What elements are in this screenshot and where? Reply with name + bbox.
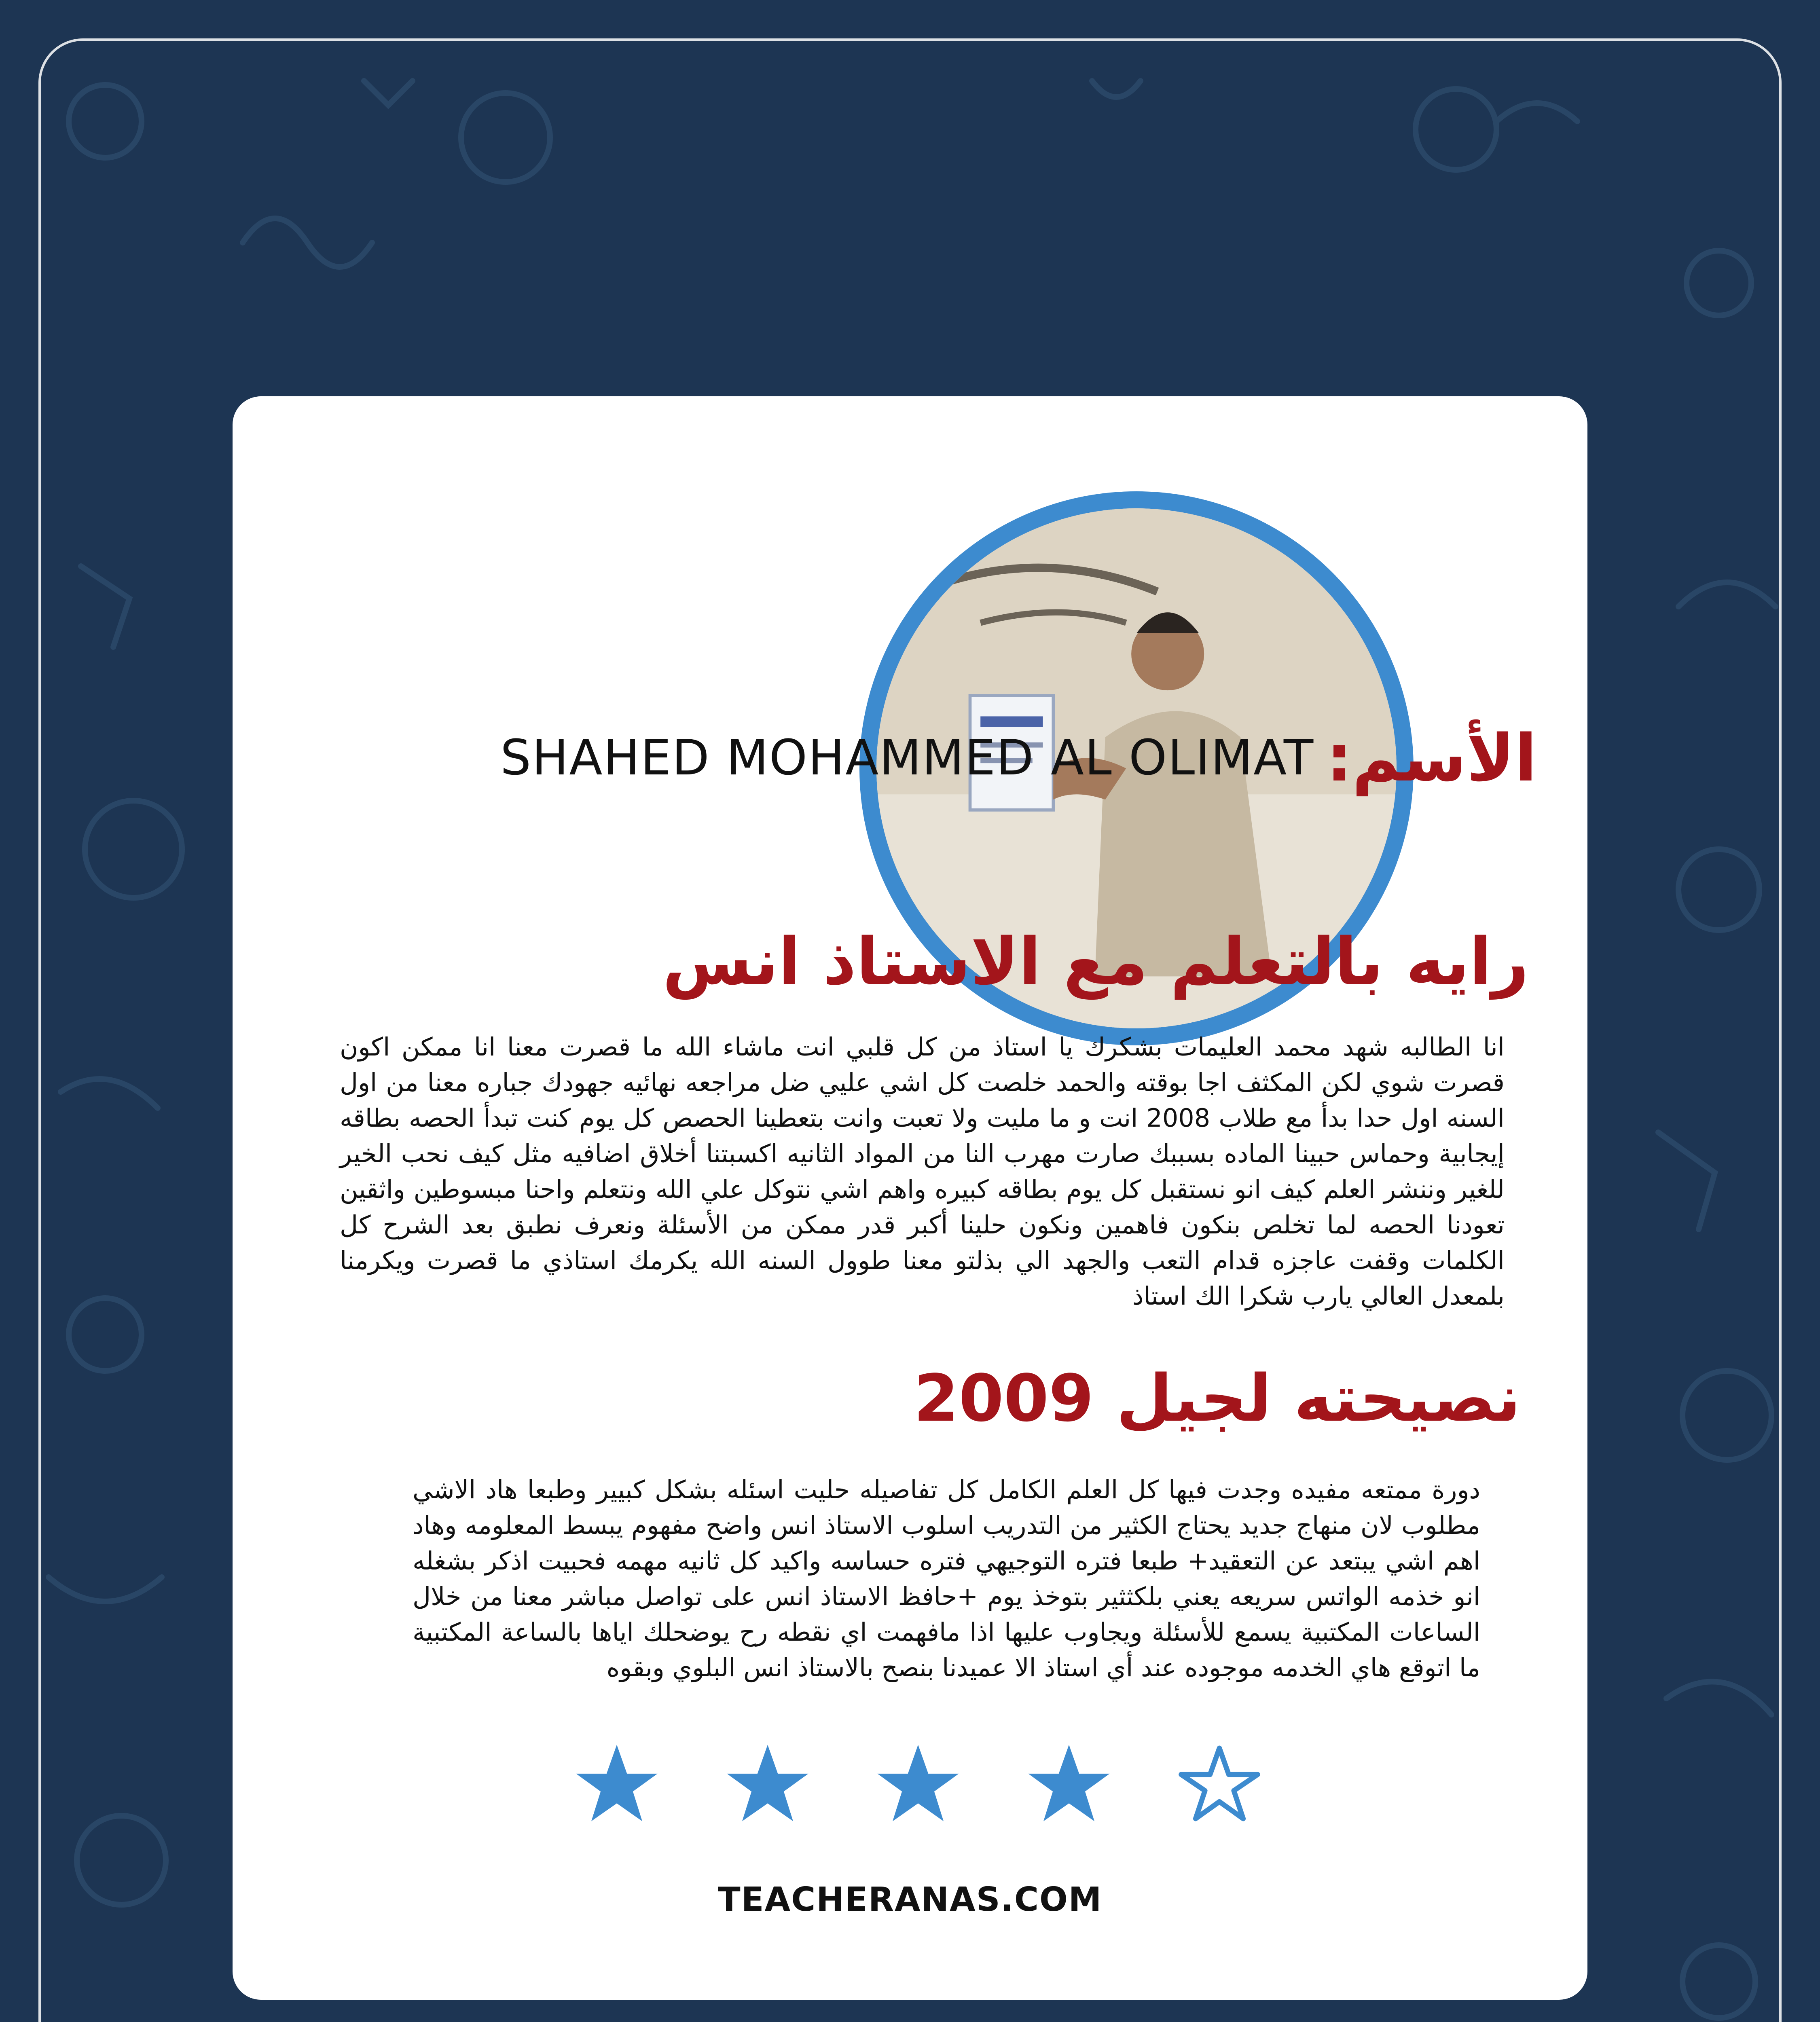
opinion-text: انا الطالبه شهد محمد العليمات بشكرك يا استاذ من كل قلبي انت ماشاء الله ما قصرت معنا انا ممكن اكون قصرت شوي لكن المكثف اجا بوقته والحمد خلصت كل اشي عليي ضل مراجعه نهائيه جهودك جباره معنا من اول السنه اول حدا بدأ مع طلاب 2008 انت و ما مليت ولا تعبت وانت بتعطينا الحصص كل يوم كنت تبدأ الحصه بطاقه إيجابية وحماس حبينا الماده بسببك صارت مهرب النا من المواد الثانيه اكسبتنا أخلاق اضافيه مثل كيف نحب الخير للغير وننشر العلم كيف انو نستقبل كل يوم بطاقه كبيره واهم اشي نتوكل علي الله ونتعلم واحنا مبسوطين واثقين تعودنا الحصه لما تخلص بنكون فاهمين ونكون حلينا أكبر قدر ممكن من الأسئلة ونعرف نطبق بعد الشرح كل الكلمات وقفت عاجزه قدام التعب والجهد الي بذلتو معنا طوول السنه الله يكرمك استاذي ما قصرت ويكرمنا بلمعدل العالي يارب شكرا الك استاذ xyxy=(340,1032,1505,1311)
student-name: SHAHED MOHAMMED AL OLIMAT xyxy=(500,730,1314,786)
star-filled-icon xyxy=(725,1743,810,1824)
star-filled-icon xyxy=(876,1743,961,1824)
opinion-title: رايه بالتعلم مع الاستاذ انس xyxy=(662,924,1529,999)
star-rating xyxy=(574,1743,1262,1824)
star-filled-icon xyxy=(574,1743,659,1824)
advice-title: نصيحته لجيل 2009 xyxy=(914,1360,1521,1436)
website-link[interactable]: TEACHERANAS.COM xyxy=(717,1880,1103,1919)
name-label: الأسم: xyxy=(1326,720,1537,796)
star-empty-icon xyxy=(1177,1743,1262,1824)
advice-text: دورة ممتعه مفيده وجدت فيها كل العلم الكامل كل تفاصيله حليت اسئله بشكل كبيير وطبعا هاد الاشي مطلوب لان منهاج جديد يحتاج الكثير من التدريب اسلوب الاستاذ انس واضح مفهوم يبسط المعلومه وهاد اهم اشي يبتعد عن التعقيد+ طبعا فتره التوجيهي فتره حساسه واكيد كل ثانيه مهمه فحبيت اذكر بشغله انو خذمه الواتس سريعه يعني بلكثثير بتوخذ يوم +حافظ الاستاذ انس على تواصل مباشر معنا من خلال الساعات المكتبية يسمع للأسئلة ويجاوب عليها اذا مافهمت اي نقطه رح يوضحلك اياها بالساعة المكتبية ما اتوقع هاي الخدمه موجوده عند أي استاذ الا عميدنا بنصح بالاستاذ انس البلوي وبقوه xyxy=(413,1475,1480,1682)
star-filled-icon xyxy=(1026,1743,1111,1824)
name-row xyxy=(283,712,1537,805)
